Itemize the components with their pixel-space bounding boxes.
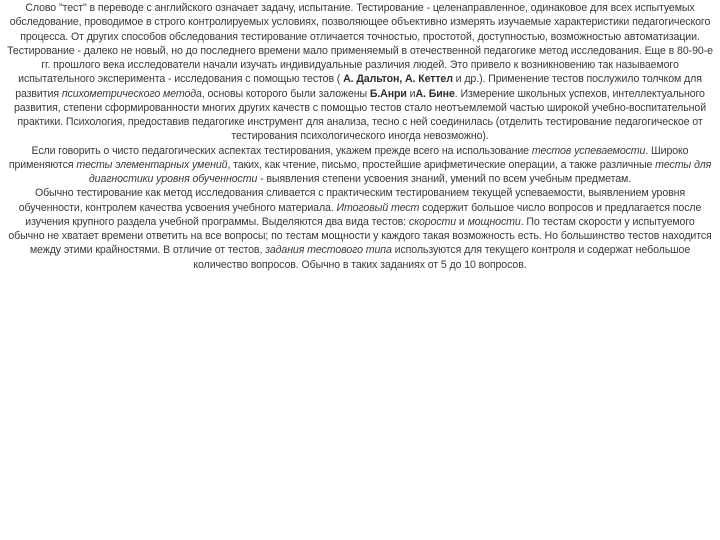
text-run: - выявления степени усвоения знаний, умений по всем учебным предметам. <box>257 173 632 185</box>
emphasis-term: тесты элементарных умений <box>76 158 228 171</box>
text-run: и др.). Применение тестов послужило толчком для развития <box>15 73 702 100</box>
emphasis-term: тесты для диагностики уровня обученности <box>88 158 712 185</box>
bold-name: А. Бине <box>415 87 455 100</box>
text-run: . Измерение школьных успехов, интеллектуального развития, степени сформированности многих других качеств с помощью тестов стало неотъемлемой частью широкой учебно-воспитательной практики. Психология, предоставив педагогике инструмент для анализа, тесно с ней соединилась (отделить тестирование педагогическое от тестирования психологического иногда невозможно). <box>13 87 707 143</box>
bold-name: Б.Анри <box>369 87 407 100</box>
text-run: Тестирование - далеко не новый, но до последнего времени мало применяемый в отечественной педагогике метод исследования. Еще в 80-90-е гг. прошлого века исследователи начали изучать индивидуальные различия людей. Это привело к возникновению так называемого испытательного эксперимента - исследования с помощью тестов ( <box>7 44 713 86</box>
text-run: Слово "тест" в переводе с английского означает задачу, испытание. Тестирование - целенаправленное, одинаковое для всех испытуемых обследование, проводимое в строго контролируемых условиях, позволяющее объективно измерять изучаемые характеристики педагогического процесса. От других способов обследования тестирование отличается точностью, простотой, доступностью, возможностью автоматизации. <box>9 2 711 43</box>
text-run: , основы которого были заложены <box>201 87 370 100</box>
bold-name: А. Дальтон, А. Кеттел <box>343 73 453 86</box>
text-run: и <box>456 215 468 228</box>
emphasis-term: тестов успеваемости <box>531 144 646 157</box>
emphasis-term: задания тестового типа <box>265 244 392 257</box>
paragraph <box>6 44 714 144</box>
emphasis-term: Итоговый тест <box>336 201 420 214</box>
text-run: . Широко применяются <box>8 144 689 171</box>
paragraph <box>6 186 714 272</box>
text-run: . По тестам скорости у испытуемого обычно не хватает времени ответить на все вопросы; по тестам мощности у каждого такая возможность есть. Но большинство тестов находится между этими крайностями. В отличие от тестов, <box>8 215 712 257</box>
document-body <box>6 1 714 272</box>
text-run: содержит большое число вопросов и предлагается после изучения крупного раздела учебной программы. Выделяются два вида тестов: <box>25 201 702 228</box>
text-run: , таких, как чтение, письмо, простейшие арифметические операции, а также различные <box>227 158 656 171</box>
text-run: Обычно тестирование как метод исследования сливается с практическим тестированием текущей успеваемости, выявлением уровня обученности, контролем качества усвоения учебного материала. <box>18 187 686 214</box>
emphasis-term: мощности <box>467 215 521 228</box>
paragraph <box>6 1 714 44</box>
text-run: Если говорить о чисто педагогических аспектах тестирования, укажем прежде всего на использование <box>31 144 532 157</box>
text-run: и <box>406 87 416 100</box>
text-run: используются для текущего контроля и содержат небольшое количество вопросов. Обычно в таких заданиях от 5 до 10 вопросов. <box>193 244 691 271</box>
paragraph <box>6 144 714 187</box>
emphasis-term: скорости <box>408 215 457 228</box>
emphasis-term: психометрического метода <box>61 87 202 100</box>
